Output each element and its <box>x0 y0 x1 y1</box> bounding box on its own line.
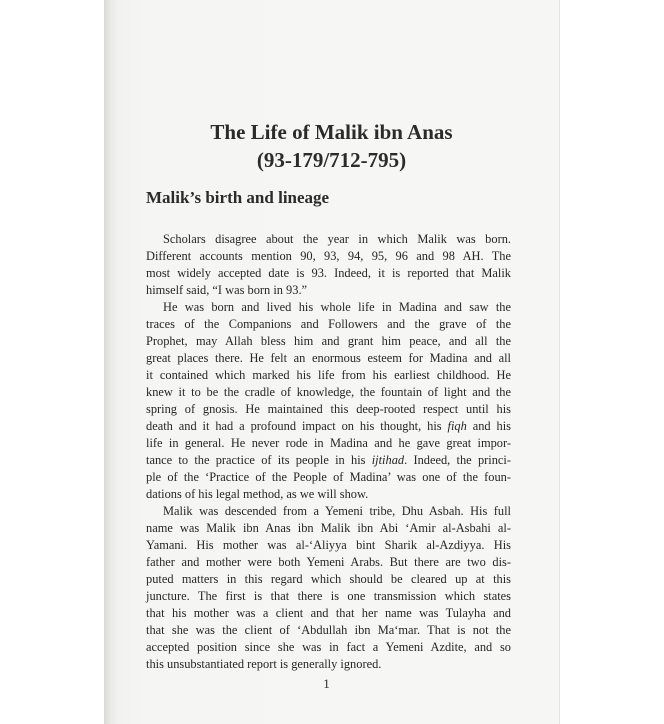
text-line: Malik was descended from a Yemeni tribe, Dhu Asbah. His full <box>163 504 511 518</box>
text-line: name was Malik ibn Anas ibn Malik ibn Abi ‘Amir al-Asbahi al- <box>146 521 511 535</box>
text-line: himself said, “I was born in 93.” <box>146 283 308 297</box>
section-heading: Malik’s birth and lineage <box>146 188 330 207</box>
text-line: father and mother were both Yemeni Arabs. But there are two dis- <box>146 555 511 569</box>
text-line: He was born and lived his whole life in Madina and saw the <box>163 300 511 314</box>
page-number: 1 <box>323 676 330 691</box>
chapter-dates: (93-179/712-795) <box>256 148 407 172</box>
text-line: Different accounts mention 90, 93, 94, 95, 96 and 98 AH. The <box>146 249 511 263</box>
italic-term: ijtihad <box>371 453 405 467</box>
text-line: it contained which marked his life from his earliest childhood. He <box>146 368 511 382</box>
text-line: that his mother was a client and that her name was Tulayha and <box>146 606 511 620</box>
book-page <box>104 0 559 724</box>
text-line: knew it to be the cradle of knowledge, the fountain of light and the <box>146 385 511 399</box>
text-line: this unsubstantiated report is generally ignored. <box>146 657 382 671</box>
text-line: that she was the client of ‘Abdullah ibn Ma‘mar. That is not the <box>146 623 511 637</box>
body-text <box>146 231 511 673</box>
text-line: tance to the practice of its people in his ijtihad. Indeed, the princi- <box>146 453 511 467</box>
text-line: juncture. The first is that there is one transmission which states <box>146 589 511 603</box>
text-line: Yamani. His mother was al-‘Aliyya bint Sharik al-Azdiyya. His <box>146 538 511 552</box>
text-line: death and it had a profound impact on his thought, his fiqh and his <box>146 419 512 433</box>
text-line: life in general. He never rode in Madina and he gave great impor- <box>146 436 511 450</box>
text-line: great places there. He felt an enormous esteem for Madina and all <box>146 351 511 365</box>
text-line: Prophet, may Allah bless him and grant him peace, and all the <box>146 334 511 348</box>
text-line: dations of his legal method, as we will show. <box>146 487 369 501</box>
text-line: traces of the Companions and Followers and the grave of the <box>146 317 511 331</box>
text-line: accepted position since she was in fact a Yemeni Azdite, and so <box>146 640 511 654</box>
text-line: spring of gnosis. He maintained this deep-rooted respect until his <box>146 402 511 416</box>
italic-term: fiqh <box>447 419 467 433</box>
chapter-title: The Life of Malik ibn Anas <box>210 120 453 144</box>
text-line: Scholars disagree about the year in which Malik was born. <box>163 232 511 246</box>
text-line: most widely accepted date is 93. Indeed, it is reported that Malik <box>146 266 511 280</box>
text-line: puted matters in this regard which should be cleared up at this <box>146 572 511 586</box>
text-line: ple of the ‘Practice of the People of Madina’ was one of the foun- <box>146 470 511 484</box>
